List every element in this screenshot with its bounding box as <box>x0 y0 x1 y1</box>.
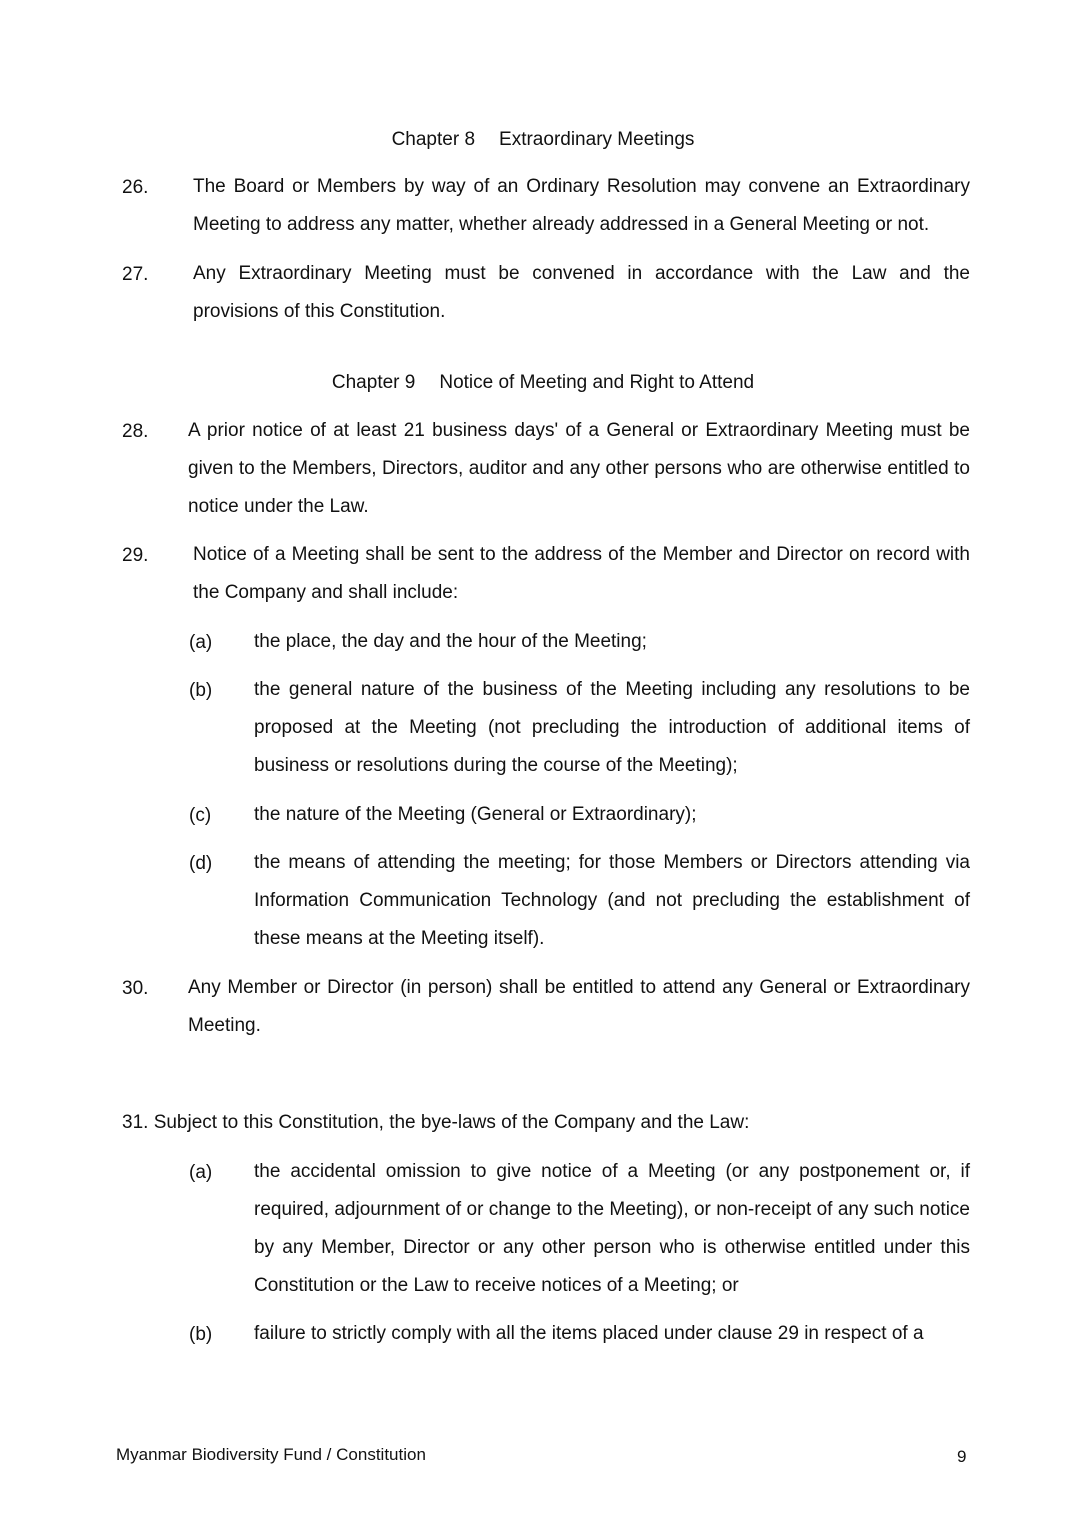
chapter-9-heading <box>0 370 1086 396</box>
clause-number: 26. <box>122 177 149 198</box>
item-text: the means of attending the meeting; for those Members or Directors attending via Information Communication Technology (and not precluding the establishment of these means at the Meeting itself). <box>254 852 970 949</box>
clause-text: The Board or Members by way of an Ordinary Resolution may convene an Extraordinary Meeting to address any matter, whether already addressed in a General Meeting or not. <box>193 176 970 235</box>
clause-text: Any Extraordinary Meeting must be convened in accordance with the Law and the provisions of this Constitution. <box>193 263 970 322</box>
chapter-9-title: Notice of Meeting and Right to Attend <box>439 372 755 393</box>
chapter-9-label: Chapter 9 <box>331 372 416 393</box>
item-label: (b) <box>189 680 213 701</box>
clause-28-text: A prior notice of at least 21 business days' of a General or Extraordinary Meeting must be given to the Members, Directors, auditor and any other persons who are otherwise entitled to notice under the Law. <box>188 420 970 517</box>
clause-text <box>188 412 970 526</box>
clause-number: 29. <box>122 545 149 566</box>
item-label: (c) <box>189 805 212 826</box>
item-text: the nature of the Meeting (General or Extraordinary); <box>254 804 697 825</box>
clause-text: Notice of a Meeting shall be sent to the address of the Member and Director on record with the Company and shall include: <box>193 544 970 603</box>
clause-number: 30. <box>122 978 149 999</box>
item-text: the general nature of the business of the Meeting including any resolutions to be proposed at the Meeting (not precluding the introduction of additional items of business or resolutions during the course of the Meeting); <box>254 679 970 776</box>
clause-text: Any Member or Director (in person) shall be entitled to attend any General or Extraordinary Meeting. <box>188 977 970 1036</box>
clause-text: 31. Subject to this Constitution, the bye-laws of the Company and the Law: <box>122 1112 750 1133</box>
page-number: 9 <box>957 1447 967 1466</box>
clause-number: 27. <box>122 264 149 285</box>
chapter-8-heading <box>0 127 1086 153</box>
item-text: the accidental omission to give notice of a Meeting (or any postponement or, if required, adjournment of or change to the Meeting), or non-receipt of any such notice by any Member, Director or any other person who is otherwise entitled under this Constitution or the Law to receive notices of a Meeting; or <box>254 1161 970 1296</box>
item-text: failure to strictly comply with all the items placed under clause 29 in respect of a <box>254 1323 924 1344</box>
item-label: (a) <box>189 632 213 653</box>
item-label: (a) <box>189 1162 213 1183</box>
chapter-8-label: Chapter 8 <box>391 129 476 150</box>
item-label: (d) <box>189 853 213 874</box>
footer-title: Myanmar Biodiversity Fund / Constitution <box>116 1445 426 1464</box>
clause-number: 28. <box>122 421 149 442</box>
chapter-8-title: Extraordinary Meetings <box>499 129 695 150</box>
item-label: (b) <box>189 1324 213 1345</box>
item-text: the place, the day and the hour of the Meeting; <box>254 631 647 652</box>
